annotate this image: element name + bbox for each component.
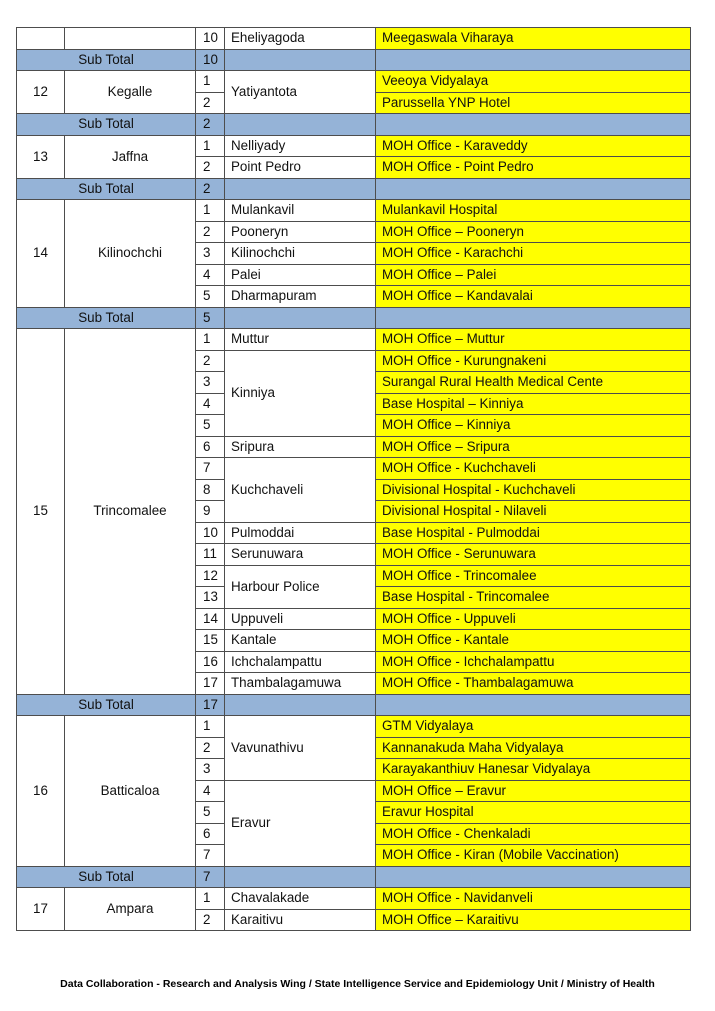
row-number: 1 <box>196 716 225 738</box>
vaccination-location: Base Hospital - Pulmoddai <box>376 522 691 544</box>
vaccination-location: MOH Office – Karaitivu <box>376 909 691 931</box>
row-number: 10 <box>196 28 225 50</box>
vaccination-location: Divisional Hospital - Kuchchaveli <box>376 479 691 501</box>
vaccination-location: Kannanakuda Maha Vidyalaya <box>376 737 691 759</box>
subtotal-value: 2 <box>196 114 225 136</box>
vaccination-centres-table <box>16 27 691 931</box>
subtotal-label: Sub Total <box>17 866 196 888</box>
table-row <box>17 716 691 738</box>
district-number: 17 <box>17 888 65 931</box>
row-number: 4 <box>196 264 225 286</box>
row-number: 3 <box>196 372 225 394</box>
row-number: 2 <box>196 221 225 243</box>
vaccination-location: Base Hospital – Kinniya <box>376 393 691 415</box>
subtotal-row <box>17 178 691 200</box>
subtotal-row <box>17 694 691 716</box>
vaccination-location: Mulankavil Hospital <box>376 200 691 222</box>
vaccination-location: MOH Office – Kandavalai <box>376 286 691 308</box>
row-number: 17 <box>196 673 225 695</box>
vaccination-location: MOH Office – Sripura <box>376 436 691 458</box>
vaccination-location: MOH Office - Uppuveli <box>376 608 691 630</box>
row-number: 7 <box>196 458 225 480</box>
subtotal-label: Sub Total <box>17 178 196 200</box>
row-number: 8 <box>196 479 225 501</box>
subtotal-value: 10 <box>196 49 225 71</box>
table-row <box>17 200 691 222</box>
moh-area: Dharmapuram <box>225 286 376 308</box>
row-number: 5 <box>196 802 225 824</box>
moh-area: Eravur <box>225 780 376 866</box>
row-number: 1 <box>196 888 225 910</box>
row-number: 2 <box>196 157 225 179</box>
row-number: 2 <box>196 350 225 372</box>
district-number: 13 <box>17 135 65 178</box>
moh-area: Sripura <box>225 436 376 458</box>
moh-area: Uppuveli <box>225 608 376 630</box>
subtotal-label: Sub Total <box>17 307 196 329</box>
moh-area: Harbour Police <box>225 565 376 608</box>
moh-area: Palei <box>225 264 376 286</box>
district-name: Trincomalee <box>65 329 196 695</box>
table-row <box>17 329 691 351</box>
vaccination-location: MOH Office – Eravur <box>376 780 691 802</box>
vaccination-location: Meegaswala Viharaya <box>376 28 691 50</box>
vaccination-location: MOH Office - Kiran (Mobile Vaccination) <box>376 845 691 867</box>
row-number: 1 <box>196 135 225 157</box>
row-number: 5 <box>196 415 225 437</box>
subtotal-value: 5 <box>196 307 225 329</box>
row-number: 1 <box>196 200 225 222</box>
moh-area: Nelliyady <box>225 135 376 157</box>
subtotal-row <box>17 307 691 329</box>
row-number: 15 <box>196 630 225 652</box>
moh-area: Kinniya <box>225 350 376 436</box>
table-row <box>17 71 691 93</box>
vaccination-location: MOH Office - Kuchchaveli <box>376 458 691 480</box>
table-row <box>17 135 691 157</box>
vaccination-location: Parussella YNP Hotel <box>376 92 691 114</box>
vaccination-location: Eravur Hospital <box>376 802 691 824</box>
vaccination-location: MOH Office – Kinniya <box>376 415 691 437</box>
moh-area: Point Pedro <box>225 157 376 179</box>
row-number: 7 <box>196 845 225 867</box>
row-number: 3 <box>196 759 225 781</box>
row-number: 4 <box>196 393 225 415</box>
moh-area: Eheliyagoda <box>225 28 376 50</box>
moh-area: Ichchalampattu <box>225 651 376 673</box>
subtotal-label: Sub Total <box>17 694 196 716</box>
moh-area: Muttur <box>225 329 376 351</box>
moh-area: Kuchchaveli <box>225 458 376 523</box>
moh-area: Kilinochchi <box>225 243 376 265</box>
district-name: Ampara <box>65 888 196 931</box>
subtotal-value: 17 <box>196 694 225 716</box>
vaccination-location: MOH Office - Navidanveli <box>376 888 691 910</box>
district-name: Kegalle <box>65 71 196 114</box>
moh-area: Serunuwara <box>225 544 376 566</box>
vaccination-location: MOH Office – Muttur <box>376 329 691 351</box>
row-number: 9 <box>196 501 225 523</box>
moh-area: Yatiyantota <box>225 71 376 114</box>
district-name: Kilinochchi <box>65 200 196 308</box>
row-number: 11 <box>196 544 225 566</box>
subtotal-row <box>17 114 691 136</box>
moh-area: Pulmoddai <box>225 522 376 544</box>
vaccination-location: MOH Office - Karaveddy <box>376 135 691 157</box>
row-number: 2 <box>196 92 225 114</box>
row-number: 3 <box>196 243 225 265</box>
vaccination-location: MOH Office - Ichchalampattu <box>376 651 691 673</box>
row-number: 12 <box>196 565 225 587</box>
row-number: 1 <box>196 329 225 351</box>
row-number: 2 <box>196 909 225 931</box>
vaccination-location: Karayakanthiuv Hanesar Vidyalaya <box>376 759 691 781</box>
row-number: 2 <box>196 737 225 759</box>
district-name: Jaffna <box>65 135 196 178</box>
vaccination-location: MOH Office – Palei <box>376 264 691 286</box>
page-footer: Data Collaboration - Research and Analysis Wing / State Intelligence Service and Epidemiology Unit / Ministry of Health <box>60 978 655 990</box>
district-name: Batticaloa <box>65 716 196 867</box>
row-number: 10 <box>196 522 225 544</box>
vaccination-location: MOH Office - Chenkaladi <box>376 823 691 845</box>
moh-area: Vavunathivu <box>225 716 376 781</box>
subtotal-row <box>17 866 691 888</box>
table-row <box>17 28 691 50</box>
vaccination-location: MOH Office - Thambalagamuwa <box>376 673 691 695</box>
vaccination-location: MOH Office - Trincomalee <box>376 565 691 587</box>
district-number: 12 <box>17 71 65 114</box>
vaccination-location: MOH Office – Pooneryn <box>376 221 691 243</box>
vaccination-location: Divisional Hospital - Nilaveli <box>376 501 691 523</box>
moh-area: Pooneryn <box>225 221 376 243</box>
district-number: 14 <box>17 200 65 308</box>
subtotal-value: 7 <box>196 866 225 888</box>
row-number: 1 <box>196 71 225 93</box>
moh-area: Thambalagamuwa <box>225 673 376 695</box>
subtotal-label: Sub Total <box>17 49 196 71</box>
district-number: 16 <box>17 716 65 867</box>
row-number: 6 <box>196 436 225 458</box>
moh-area: Chavalakade <box>225 888 376 910</box>
moh-area: Mulankavil <box>225 200 376 222</box>
row-number: 13 <box>196 587 225 609</box>
vaccination-location: Base Hospital - Trincomalee <box>376 587 691 609</box>
vaccination-location: GTM Vidyalaya <box>376 716 691 738</box>
row-number: 16 <box>196 651 225 673</box>
vaccination-location: Surangal Rural Health Medical Cente <box>376 372 691 394</box>
vaccination-location: MOH Office - Point Pedro <box>376 157 691 179</box>
subtotal-value: 2 <box>196 178 225 200</box>
moh-area: Kantale <box>225 630 376 652</box>
vaccination-location: MOH Office - Serunuwara <box>376 544 691 566</box>
vaccination-location: MOH Office - Karachchi <box>376 243 691 265</box>
district-number: 15 <box>17 329 65 695</box>
vaccination-location: MOH Office - Kantale <box>376 630 691 652</box>
row-number: 6 <box>196 823 225 845</box>
subtotal-row <box>17 49 691 71</box>
vaccination-location: Veeoya Vidyalaya <box>376 71 691 93</box>
moh-area: Karaitivu <box>225 909 376 931</box>
table-row <box>17 888 691 910</box>
subtotal-label: Sub Total <box>17 114 196 136</box>
row-number: 5 <box>196 286 225 308</box>
vaccination-location: MOH Office - Kurungnakeni <box>376 350 691 372</box>
row-number: 4 <box>196 780 225 802</box>
row-number: 14 <box>196 608 225 630</box>
